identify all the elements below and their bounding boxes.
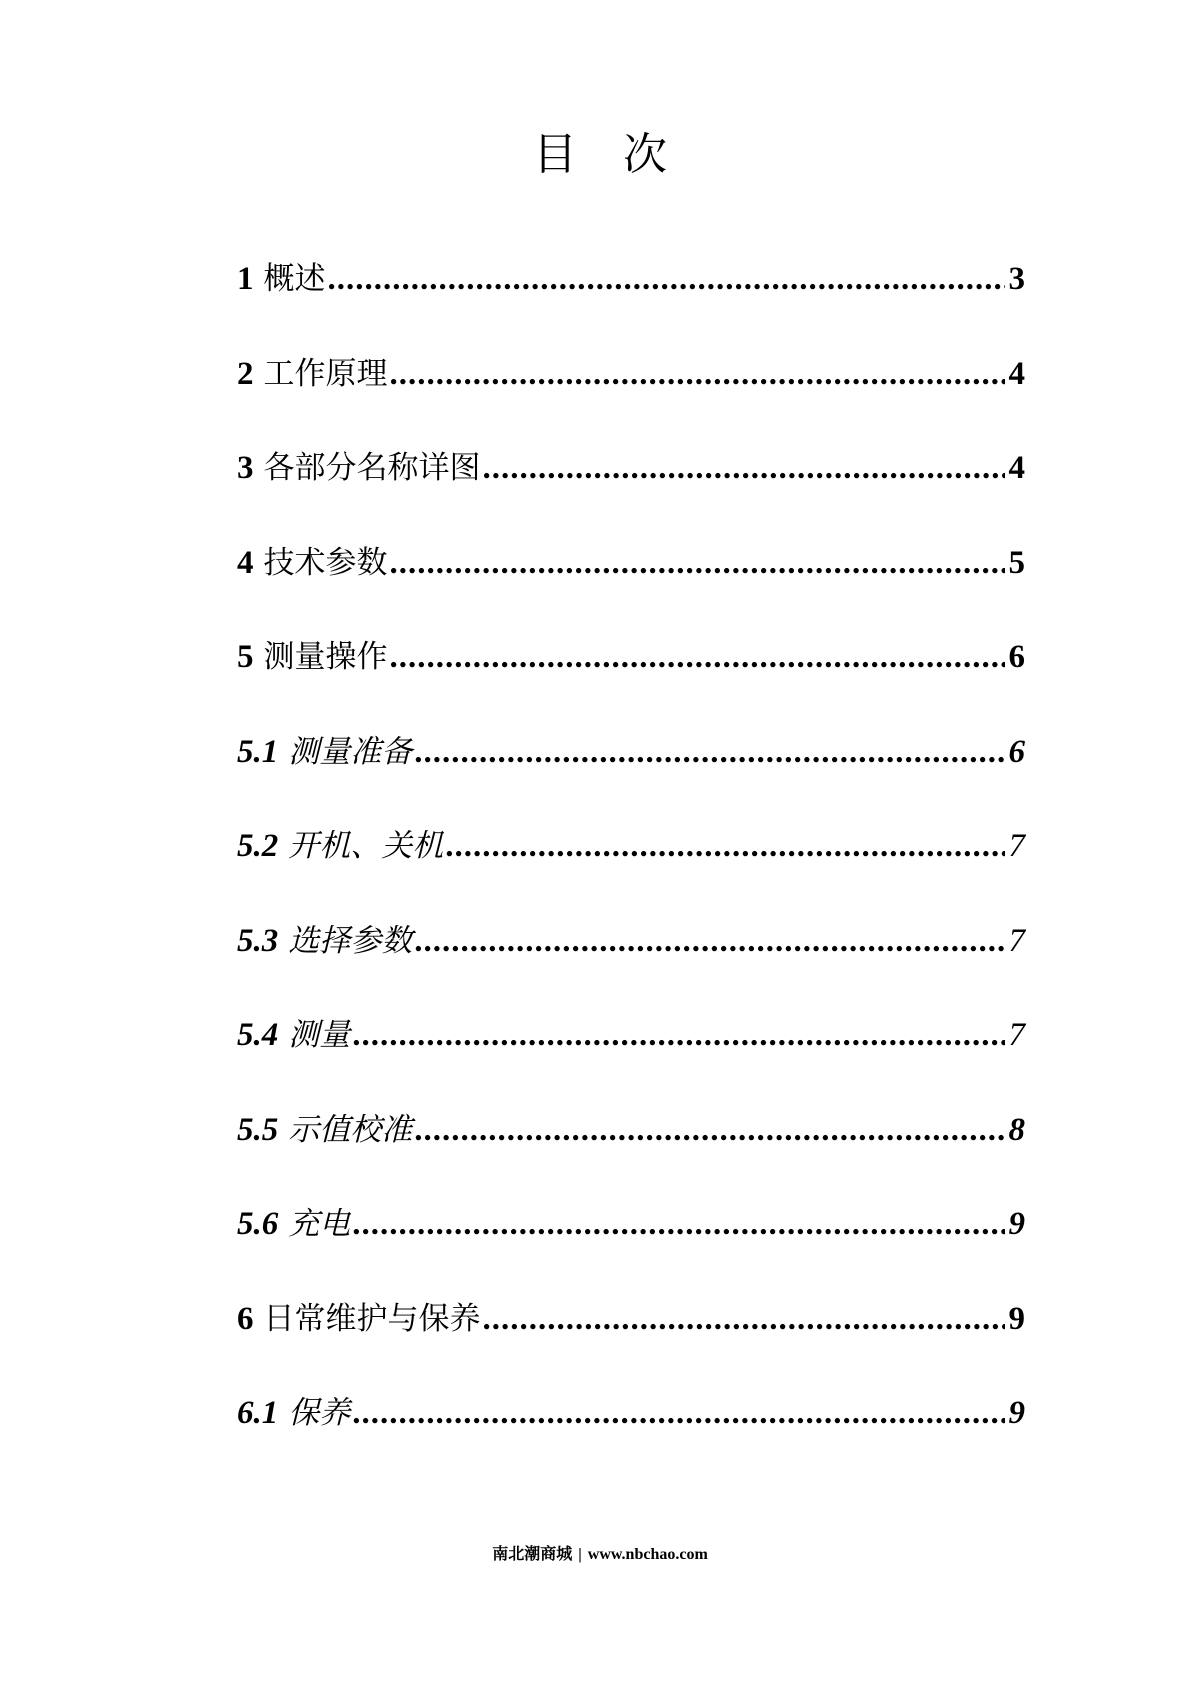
- page-title: [0, 118, 1200, 182]
- toc-dot-leader: [483, 450, 1006, 487]
- toc-entry[interactable]: [237, 1293, 1025, 1388]
- toc-entry-page: 9: [1008, 1206, 1025, 1242]
- page-title-char-2: 次: [623, 130, 667, 179]
- toc-entry-number: 6.1: [237, 1395, 279, 1431]
- toc-entry-number: 5.2: [237, 828, 279, 864]
- toc-dot-leader: [352, 1017, 1005, 1054]
- toc-entry-title: 技术参数: [263, 544, 388, 581]
- toc-dot-leader: [390, 356, 1006, 393]
- page-title-char-1: 目: [533, 130, 577, 179]
- toc-entry-title: 示值校准: [288, 1111, 413, 1148]
- toc-entry-title: 保养: [288, 1395, 351, 1431]
- toc-entry-number: 1: [237, 261, 254, 297]
- toc-dot-leader: [414, 1112, 1005, 1149]
- toc-entry-number: 5.3: [237, 922, 279, 959]
- toc-entry-page: 5: [1008, 544, 1025, 581]
- page-footer: [0, 1541, 1200, 1564]
- toc-entry-title: 选择参数: [288, 922, 413, 959]
- toc-entry-page: 9: [1008, 1300, 1025, 1337]
- toc-entry-page: 3: [1008, 261, 1025, 297]
- toc-entry-page: 4: [1008, 355, 1025, 392]
- toc-dot-leader: [414, 734, 1005, 771]
- toc-dot-leader: [352, 1206, 1005, 1243]
- toc-dot-leader: [445, 828, 1005, 865]
- toc-entry[interactable]: [237, 253, 1025, 348]
- toc-subentry[interactable]: [237, 820, 1025, 915]
- toc-entry-number: 4: [237, 544, 254, 581]
- toc-dot-leader: [390, 639, 1006, 676]
- toc-entry-title: 充电: [288, 1206, 351, 1242]
- toc-entry-page: 6: [1008, 733, 1025, 770]
- toc-entry[interactable]: [237, 348, 1025, 443]
- toc-entry[interactable]: [237, 537, 1025, 632]
- toc-subentry[interactable]: [237, 1104, 1025, 1199]
- footer-site-name: 南北潮商城: [492, 1546, 573, 1563]
- toc-subentry[interactable]: [237, 726, 1025, 821]
- toc-entry-title: 工作原理: [263, 355, 388, 392]
- toc-entry-page: 6: [1008, 639, 1025, 675]
- toc-entry-number: 5: [237, 639, 254, 675]
- toc-entry-number: 5.4: [237, 1017, 279, 1053]
- toc-entry-title: 测量准备: [288, 733, 413, 770]
- toc-entry-page: 9: [1008, 1395, 1025, 1431]
- toc-dot-leader: [414, 923, 1005, 960]
- toc-dot-leader: [352, 1395, 1005, 1432]
- toc-entry[interactable]: [237, 631, 1025, 726]
- toc-entry-page: 7: [1008, 828, 1025, 864]
- toc-entry-page: 8: [1008, 1111, 1025, 1148]
- toc-entry[interactable]: [237, 442, 1025, 537]
- footer-separator: |: [578, 1546, 582, 1563]
- toc-dot-leader: [328, 261, 1006, 298]
- table-of-contents: [237, 253, 1025, 1482]
- toc-entry-title: 测量操作: [263, 639, 388, 675]
- footer-url-link[interactable]: www.nbchao.com: [587, 1546, 708, 1563]
- toc-entry-page: 7: [1008, 922, 1025, 959]
- toc-dot-leader: [390, 545, 1006, 582]
- toc-entry-number: 2: [237, 355, 254, 392]
- toc-entry-number: 5.6: [237, 1206, 279, 1242]
- toc-entry-number: 3: [237, 450, 254, 486]
- toc-entry-title: 开机、关机: [288, 828, 444, 864]
- toc-subentry[interactable]: [237, 915, 1025, 1010]
- toc-subentry[interactable]: [237, 1198, 1025, 1293]
- toc-entry-number: 5.1: [237, 733, 279, 770]
- toc-entry-number: 5.5: [237, 1111, 279, 1148]
- toc-entry-page: 4: [1008, 450, 1025, 486]
- toc-entry-title: 测量: [288, 1017, 351, 1053]
- toc-entry-title: 概述: [263, 261, 326, 297]
- toc-dot-leader: [483, 1301, 1006, 1338]
- toc-entry-page: 7: [1008, 1017, 1025, 1053]
- toc-subentry[interactable]: [237, 1387, 1025, 1482]
- toc-subentry[interactable]: [237, 1009, 1025, 1104]
- toc-entry-title: 日常维护与保养: [263, 1300, 481, 1337]
- toc-entry-number: 6: [237, 1300, 254, 1337]
- toc-entry-title: 各部分名称详图: [263, 450, 481, 486]
